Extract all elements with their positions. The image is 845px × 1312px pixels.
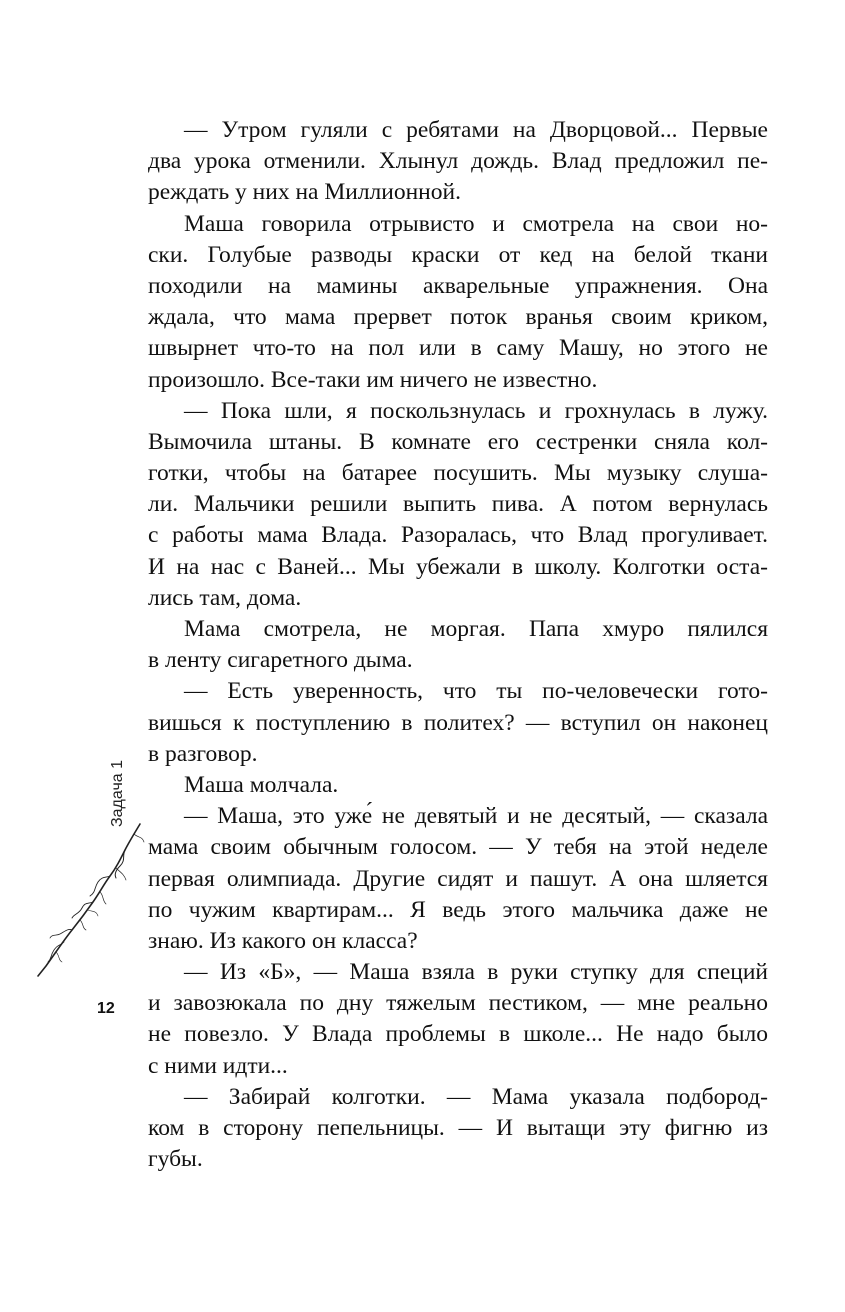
paragraph bbox=[148, 115, 768, 209]
text-line: И на нас с Ваней... Мы убежали в школу. Колготки оста- bbox=[148, 553, 768, 580]
text-line: ком в сторону пепельницы. — И вытащи эту фигню из bbox=[148, 1115, 768, 1141]
text-line: швырнет что-то на пол или в саму Машу, но этого не bbox=[148, 335, 768, 362]
text-line: Маша говорила отрывисто и смотрела на свои но- bbox=[184, 210, 768, 237]
body-text bbox=[148, 115, 768, 1175]
crack-line-icon bbox=[30, 820, 150, 980]
text-line: мама своим обычным голосом. — У тебя на этой неделе bbox=[148, 834, 768, 861]
page-number: 12 bbox=[97, 1000, 115, 1017]
text-line: первая олимпиада. Другие сидят и пашут. А она шляется bbox=[148, 865, 768, 892]
text-line: с ними идти... bbox=[148, 1052, 288, 1079]
text-line: — Пока шли, я поскользнулась и грохнулась в лужу. bbox=[184, 397, 768, 424]
text-line: — Из «Б», — Маша взяла в руки ступку для специй bbox=[184, 959, 768, 986]
text-line: Вымочила штаны. В комнате его сестренки сняла кол- bbox=[148, 428, 768, 455]
text-line: ски. Голубые разводы краски от кед на белой ткани bbox=[148, 241, 768, 268]
paragraph bbox=[148, 396, 768, 614]
text-line: по чужим квартирам... Я ведь этого мальчика даже не bbox=[148, 896, 768, 923]
chapter-title: Задача 1 bbox=[109, 759, 126, 827]
text-line: губы. bbox=[148, 1146, 203, 1173]
text-line: произошло. Все-таки им ничего не известно. bbox=[148, 366, 598, 393]
paragraph bbox=[148, 676, 768, 770]
text-line: не повезло. У Влада проблемы в школе... Не надо было bbox=[148, 1021, 768, 1048]
text-line: Мама смотрела, не моргая. Папа хмуро пялился bbox=[184, 616, 768, 642]
paragraph bbox=[148, 1082, 768, 1176]
text-line: с работы мама Влада. Разоралась, что Влад прогуливает. bbox=[148, 522, 768, 549]
text-line: два урока отменили. Хлынул дождь. Влад предложил пе- bbox=[148, 148, 768, 175]
text-line: знаю. Из какого он класса? bbox=[148, 927, 418, 954]
text-line: — Маша, это уже́ не девятый и не десятый, — сказала bbox=[184, 803, 768, 830]
text-line: лись там, дома. bbox=[148, 584, 302, 611]
text-line: в разговор. bbox=[148, 740, 258, 767]
text-line: и завозюкала по дну тяжелым пестиком, — мне реально bbox=[148, 990, 768, 1017]
paragraph bbox=[148, 209, 768, 396]
text-line: реждать у них на Миллионной. bbox=[148, 179, 461, 206]
text-line: вишься к поступлению в политех? — вступил он наконец bbox=[148, 709, 768, 736]
text-line: в ленту сигаретного дыма. bbox=[148, 647, 413, 674]
text-line: Маша молчала. bbox=[184, 771, 339, 798]
text-line: готки, чтобы на батарее посушить. Мы музыку слуша- bbox=[148, 460, 768, 487]
paragraph bbox=[148, 770, 768, 801]
text-line: — Утром гуляли с ребятами на Дворцовой... Первые bbox=[184, 117, 768, 143]
text-line: ждала, что мама прервет поток вранья своим криком, bbox=[148, 304, 768, 331]
paragraph bbox=[148, 957, 768, 1082]
text-line: походили на мамины акварельные упражнения. Она bbox=[148, 272, 768, 299]
text-line: — Есть уверенность, что ты по-человечески гото- bbox=[184, 678, 768, 705]
paragraph bbox=[148, 801, 768, 957]
text-line: ли. Мальчики решили выпить пива. А потом вернулась bbox=[148, 491, 768, 518]
paragraph bbox=[148, 614, 768, 676]
text-line: — Забирай колготки. — Мама указала подбород- bbox=[184, 1083, 768, 1110]
